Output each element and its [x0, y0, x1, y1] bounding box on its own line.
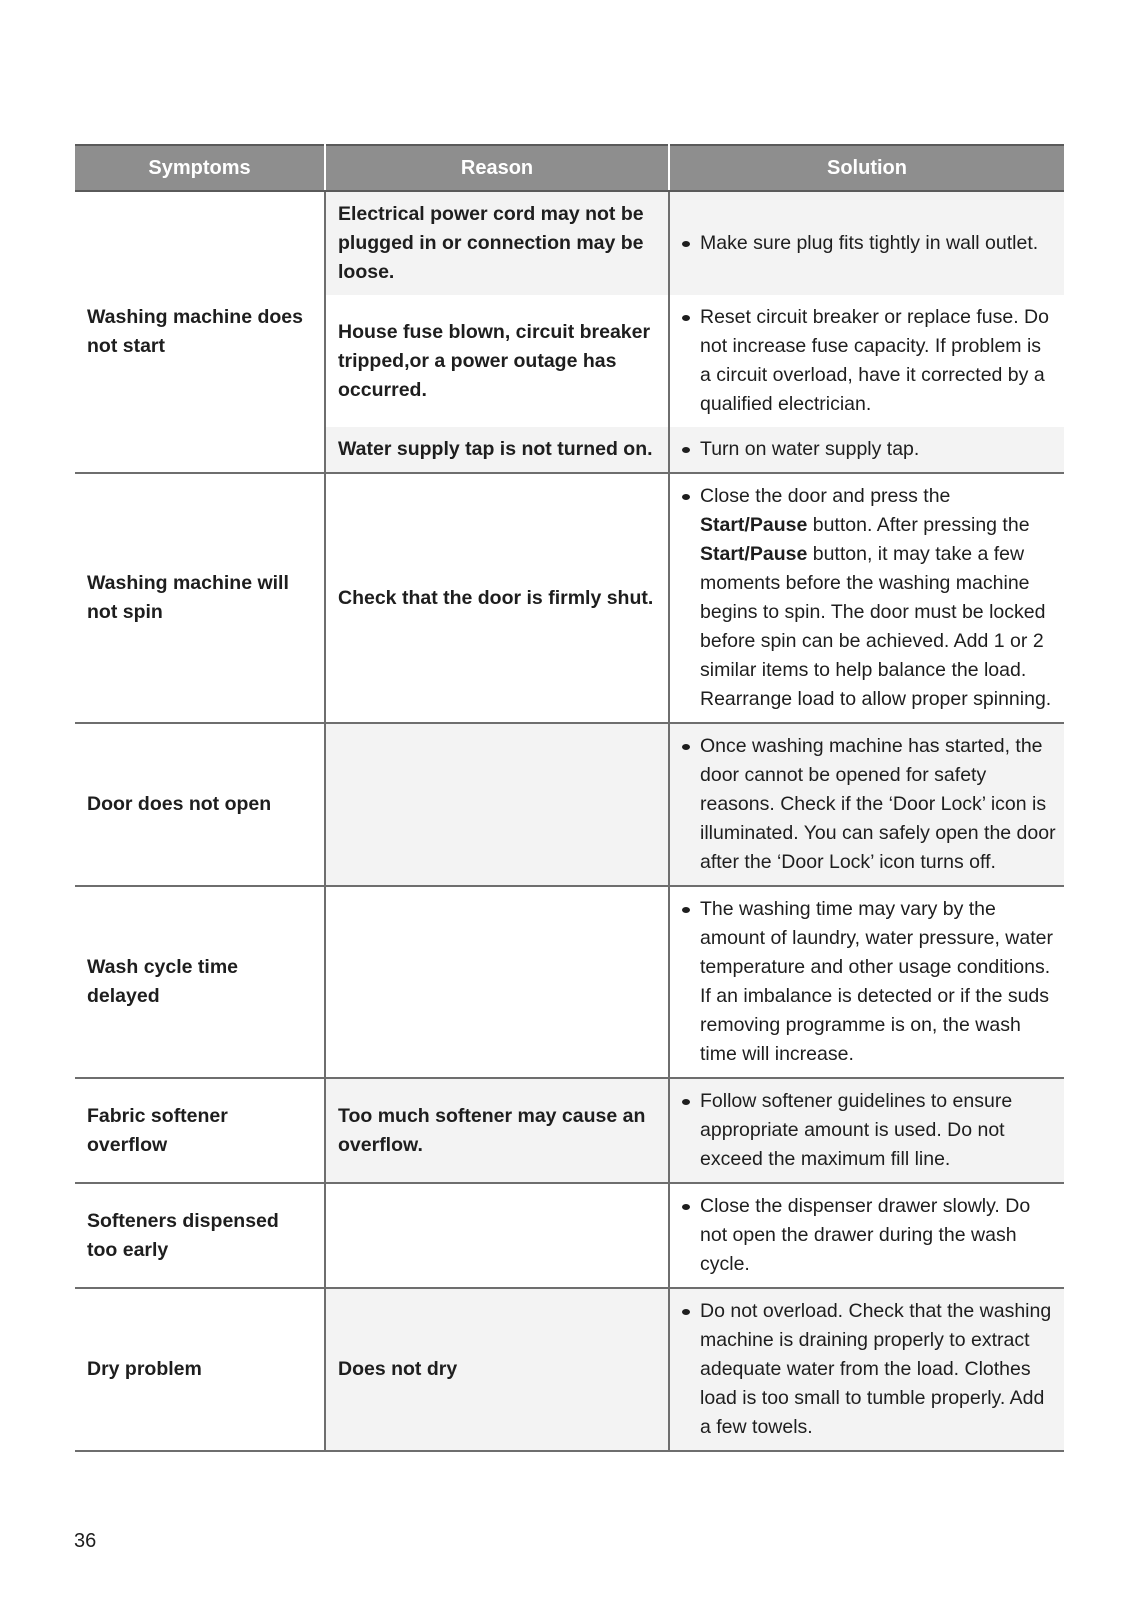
symptom-cell: Washing machine does not start: [75, 191, 325, 473]
bullet-icon: [682, 241, 690, 247]
reason-cell: Electrical power cord may not be plugged in or connection may be loose.: [325, 191, 669, 295]
bullet-icon: [682, 315, 690, 321]
solution-text: Close the dispenser drawer slowly. Do not open the drawer during the wash cycle.: [700, 1195, 1031, 1275]
bullet-icon: [682, 494, 690, 500]
table-row: [75, 1183, 1064, 1288]
reason-cell: Too much softener may cause an overflow.: [325, 1078, 669, 1183]
reason-cell: Water supply tap is not turned on.: [325, 427, 669, 473]
solution-text: Close the door and press the Start/Pause button. After pressing the Start/Pause button, it may take a few moments before the washing machine begins to spin. The door must be locked before spin can be achieved. Add 1 or 2 similar items to help balance the load. Rearrange load to allow proper spinning.: [700, 485, 1052, 710]
solution-text: Once washing machine has started, the door cannot be opened for safety reasons. Check if the ‘Door Lock’ icon is illuminated. You can safely open the door after the ‘Door Lock’ icon turns off.: [700, 735, 1056, 873]
bullet-icon: [682, 907, 690, 913]
solution-bullet: [682, 1192, 1056, 1279]
reason-cell: House fuse blown, circuit breaker tripped,or a power outage has occurred.: [325, 295, 669, 427]
solution-bullet: [682, 303, 1056, 419]
bullet-icon: [682, 447, 690, 453]
solution-bullet: [682, 1297, 1056, 1442]
symptom-cell: Fabric softener overflow: [75, 1078, 325, 1183]
solution-cell: [669, 723, 1064, 886]
solution-text: Turn on water supply tap.: [700, 438, 920, 460]
table-body: [75, 191, 1064, 1451]
solution-cell: [669, 1183, 1064, 1288]
solution-bullet: [682, 482, 1056, 714]
page-number: 36: [74, 1530, 97, 1552]
header-reason: Reason: [325, 145, 669, 191]
solution-cell: [669, 1078, 1064, 1183]
reason-cell: [325, 1183, 669, 1288]
solution-text: Make sure plug fits tightly in wall outlet.: [700, 232, 1039, 254]
solution-bullet: [682, 229, 1056, 258]
solution-cell: [669, 295, 1064, 427]
header-row: [75, 145, 1064, 191]
table-row: [75, 886, 1064, 1078]
solution-cell: [669, 427, 1064, 473]
solution-cell: [669, 191, 1064, 295]
symptom-cell: Dry problem: [75, 1288, 325, 1451]
solution-bullet: [682, 435, 1056, 464]
bullet-icon: [682, 1204, 690, 1210]
header-solution: Solution: [669, 145, 1064, 191]
reason-cell: [325, 886, 669, 1078]
reason-cell: Check that the door is firmly shut.: [325, 473, 669, 723]
table-header: [75, 145, 1064, 191]
table-row: [75, 473, 1064, 723]
solution-bullet: [682, 732, 1056, 877]
solution-text: Follow softener guidelines to ensure appropriate amount is used. Do not exceed the maximum fill line.: [700, 1090, 1013, 1170]
solution-bullet: [682, 1087, 1056, 1174]
symptom-cell: Softeners dispensed too early: [75, 1183, 325, 1288]
bullet-icon: [682, 744, 690, 750]
solution-text: The washing time may vary by the amount of laundry, water pressure, water temperature and other usage conditions. If an imbalance is detected or if the suds removing programme is on, the wash time will increase.: [700, 898, 1053, 1065]
troubleshooting-table: [75, 144, 1064, 1452]
header-symptoms: Symptoms: [75, 145, 325, 191]
reason-cell: [325, 723, 669, 886]
table-row: [75, 723, 1064, 886]
solution-cell: [669, 473, 1064, 723]
bullet-icon: [682, 1099, 690, 1105]
table-row: [75, 191, 1064, 295]
reason-cell: Does not dry: [325, 1288, 669, 1451]
solution-text: Reset circuit breaker or replace fuse. Do not increase fuse capacity. If problem is a circuit overload, have it corrected by a qualified electrician.: [700, 306, 1049, 415]
solution-bullet: [682, 895, 1056, 1069]
symptom-cell: Wash cycle time delayed: [75, 886, 325, 1078]
symptom-cell: Washing machine will not spin: [75, 473, 325, 723]
table-row: [75, 1078, 1064, 1183]
bullet-icon: [682, 1309, 690, 1315]
solution-cell: [669, 886, 1064, 1078]
solution-cell: [669, 1288, 1064, 1451]
solution-text: Do not overload. Check that the washing machine is draining properly to extract adequate water from the load. Clothes load is too small to tumble properly. Add a few towels.: [700, 1300, 1052, 1438]
table-row: [75, 1288, 1064, 1451]
symptom-cell: Door does not open: [75, 723, 325, 886]
